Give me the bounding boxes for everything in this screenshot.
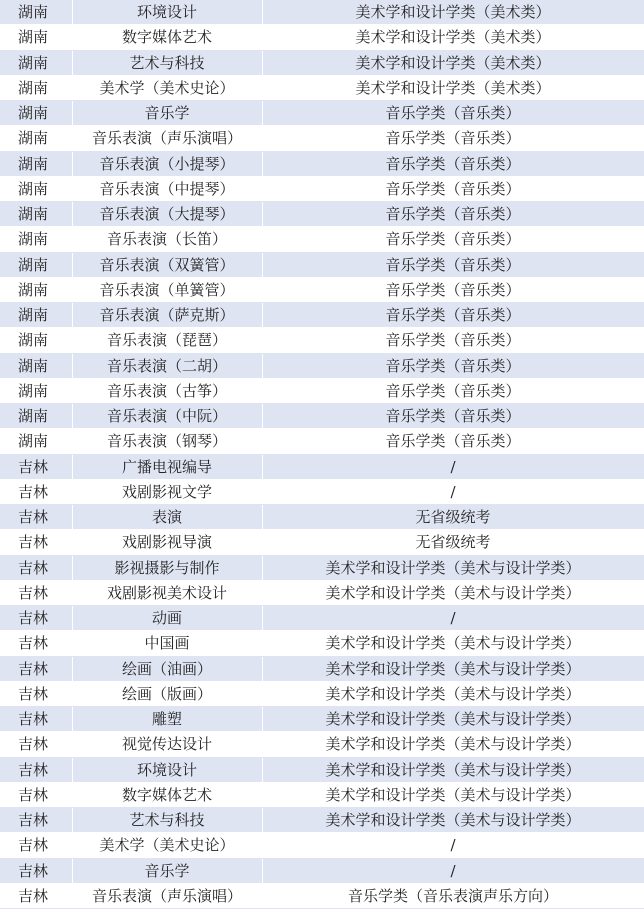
category-cell: 音乐学类（音乐类） <box>262 252 644 277</box>
table-row <box>0 227 644 252</box>
province-cell: 吉林 <box>0 732 72 757</box>
major-cell: 绘画（版画） <box>72 681 262 706</box>
major-cell: 音乐表演（萨克斯） <box>72 303 262 328</box>
major-cell: 音乐表演（大提琴） <box>72 202 262 227</box>
category-cell: / <box>262 858 644 883</box>
major-cell: 美术学（美术史论） <box>72 75 262 100</box>
major-cell: 广播电视编导 <box>72 454 262 479</box>
major-cell: 数字媒体艺术 <box>72 25 262 50</box>
category-cell: 美术学和设计学类（美术类） <box>262 0 644 25</box>
category-cell: 音乐学类（音乐类） <box>262 303 644 328</box>
province-cell: 吉林 <box>0 454 72 479</box>
province-cell: 吉林 <box>0 858 72 883</box>
province-cell: 湖南 <box>0 0 72 25</box>
province-cell: 湖南 <box>0 50 72 75</box>
table-row <box>0 429 644 454</box>
major-cell: 环境设计 <box>72 757 262 782</box>
table-row <box>0 25 644 50</box>
province-cell: 吉林 <box>0 656 72 681</box>
category-cell: 音乐学类（音乐类） <box>262 353 644 378</box>
province-cell: 吉林 <box>0 530 72 555</box>
province-cell: 吉林 <box>0 757 72 782</box>
table-row <box>0 454 644 479</box>
category-cell: / <box>262 833 644 858</box>
category-cell: 美术学和设计学类（美术与设计学类） <box>262 631 644 656</box>
table-row <box>0 858 644 883</box>
major-cell: 雕塑 <box>72 707 262 732</box>
province-cell: 湖南 <box>0 126 72 151</box>
category-cell: 美术学和设计学类（美术类） <box>262 75 644 100</box>
major-cell: 绘画（油画） <box>72 656 262 681</box>
category-cell: 音乐学类（音乐类） <box>262 101 644 126</box>
table-row <box>0 606 644 631</box>
table-row <box>0 303 644 328</box>
major-cell: 音乐表演（双簧管） <box>72 252 262 277</box>
province-cell: 吉林 <box>0 681 72 706</box>
province-cell: 湖南 <box>0 25 72 50</box>
province-cell: 吉林 <box>0 782 72 807</box>
category-cell: 美术学和设计学类（美术与设计学类） <box>262 681 644 706</box>
province-cell: 湖南 <box>0 75 72 100</box>
table-row <box>0 555 644 580</box>
category-cell: 音乐学类（音乐类） <box>262 404 644 429</box>
major-cell: 音乐表演（中阮） <box>72 404 262 429</box>
province-cell: 湖南 <box>0 227 72 252</box>
province-cell: 湖南 <box>0 303 72 328</box>
category-cell: / <box>262 479 644 504</box>
table-row <box>0 202 644 227</box>
province-cell: 吉林 <box>0 833 72 858</box>
province-cell: 吉林 <box>0 505 72 530</box>
category-cell: 无省级统考 <box>262 530 644 555</box>
table-row <box>0 479 644 504</box>
major-cell: 音乐表演（古筝） <box>72 378 262 403</box>
major-cell: 戏剧影视美术设计 <box>72 580 262 605</box>
province-cell: 湖南 <box>0 151 72 176</box>
major-cell: 数字媒体艺术 <box>72 782 262 807</box>
province-cell: 湖南 <box>0 328 72 353</box>
table-row <box>0 833 644 858</box>
category-cell: 音乐学类（音乐类） <box>262 151 644 176</box>
table-row <box>0 757 644 782</box>
province-cell: 吉林 <box>0 479 72 504</box>
category-cell: 音乐学类（音乐表演声乐方向） <box>262 883 644 908</box>
major-cell: 艺术与科技 <box>72 808 262 833</box>
category-cell: 音乐学类（音乐类） <box>262 126 644 151</box>
category-cell: 无省级统考 <box>262 505 644 530</box>
major-cell: 音乐表演（小提琴） <box>72 151 262 176</box>
province-cell: 吉林 <box>0 606 72 631</box>
major-cell: 音乐学 <box>72 101 262 126</box>
category-cell: 美术学和设计学类（美术与设计学类） <box>262 707 644 732</box>
table-row <box>0 505 644 530</box>
province-cell: 湖南 <box>0 202 72 227</box>
province-cell: 吉林 <box>0 808 72 833</box>
table-row <box>0 732 644 757</box>
category-cell: 音乐学类（音乐类） <box>262 202 644 227</box>
category-cell: 音乐学类（音乐类） <box>262 429 644 454</box>
category-cell: 美术学和设计学类（美术与设计学类） <box>262 782 644 807</box>
category-cell: 美术学和设计学类（美术与设计学类） <box>262 555 644 580</box>
table-row <box>0 681 644 706</box>
province-cell: 吉林 <box>0 883 72 908</box>
major-cell: 音乐表演（单簧管） <box>72 277 262 302</box>
category-cell: 美术学和设计学类（美术与设计学类） <box>262 656 644 681</box>
category-cell: 美术学和设计学类（美术类） <box>262 25 644 50</box>
table-row <box>0 0 644 25</box>
category-cell: 音乐学类（音乐类） <box>262 277 644 302</box>
major-cell: 戏剧影视导演 <box>72 530 262 555</box>
major-cell: 中国画 <box>72 631 262 656</box>
table-row <box>0 808 644 833</box>
province-cell: 吉林 <box>0 580 72 605</box>
major-cell: 美术学（美术史论） <box>72 833 262 858</box>
province-cell: 湖南 <box>0 252 72 277</box>
table-row <box>0 328 644 353</box>
major-cell: 音乐表演（中提琴） <box>72 176 262 201</box>
table-row <box>0 50 644 75</box>
table-row <box>0 126 644 151</box>
category-cell: 美术学和设计学类（美术与设计学类） <box>262 757 644 782</box>
province-cell: 湖南 <box>0 353 72 378</box>
province-cell: 湖南 <box>0 404 72 429</box>
major-cell: 戏剧影视文学 <box>72 479 262 504</box>
table-row <box>0 631 644 656</box>
table-row <box>0 656 644 681</box>
category-cell: 美术学和设计学类（美术与设计学类） <box>262 580 644 605</box>
province-cell: 吉林 <box>0 631 72 656</box>
major-cell: 音乐学 <box>72 858 262 883</box>
province-cell: 吉林 <box>0 555 72 580</box>
category-cell: 音乐学类（音乐类） <box>262 378 644 403</box>
category-cell: 美术学和设计学类（美术类） <box>262 50 644 75</box>
major-cell: 环境设计 <box>72 0 262 25</box>
province-cell: 湖南 <box>0 101 72 126</box>
category-cell: / <box>262 454 644 479</box>
table-row <box>0 378 644 403</box>
category-cell: 音乐学类（音乐类） <box>262 176 644 201</box>
table-row <box>0 707 644 732</box>
table-row <box>0 782 644 807</box>
major-cell: 动画 <box>72 606 262 631</box>
table-row <box>0 353 644 378</box>
province-cell: 吉林 <box>0 707 72 732</box>
table-row <box>0 176 644 201</box>
category-cell: 美术学和设计学类（美术与设计学类） <box>262 732 644 757</box>
table-row <box>0 530 644 555</box>
category-cell: / <box>262 606 644 631</box>
province-cell: 湖南 <box>0 429 72 454</box>
table-row <box>0 151 644 176</box>
major-cell: 视觉传达设计 <box>72 732 262 757</box>
major-cell: 音乐表演（声乐演唱） <box>72 883 262 908</box>
category-cell: 美术学和设计学类（美术与设计学类） <box>262 808 644 833</box>
category-cell: 音乐学类（音乐类） <box>262 227 644 252</box>
major-cell: 影视摄影与制作 <box>72 555 262 580</box>
province-cell: 湖南 <box>0 378 72 403</box>
major-cell: 音乐表演（声乐演唱） <box>72 126 262 151</box>
major-cell: 音乐表演（琵琶） <box>72 328 262 353</box>
major-cell: 音乐表演（长笛） <box>72 227 262 252</box>
table-row <box>0 404 644 429</box>
major-cell: 表演 <box>72 505 262 530</box>
table-row <box>0 101 644 126</box>
table-row <box>0 580 644 605</box>
major-cell: 艺术与科技 <box>72 50 262 75</box>
province-cell: 湖南 <box>0 277 72 302</box>
table-row <box>0 883 644 908</box>
province-cell: 湖南 <box>0 176 72 201</box>
major-cell: 音乐表演（二胡） <box>72 353 262 378</box>
table-row <box>0 277 644 302</box>
category-cell: 音乐学类（音乐类） <box>262 328 644 353</box>
major-cell: 音乐表演（钢琴） <box>72 429 262 454</box>
table-row <box>0 75 644 100</box>
table-row <box>0 252 644 277</box>
